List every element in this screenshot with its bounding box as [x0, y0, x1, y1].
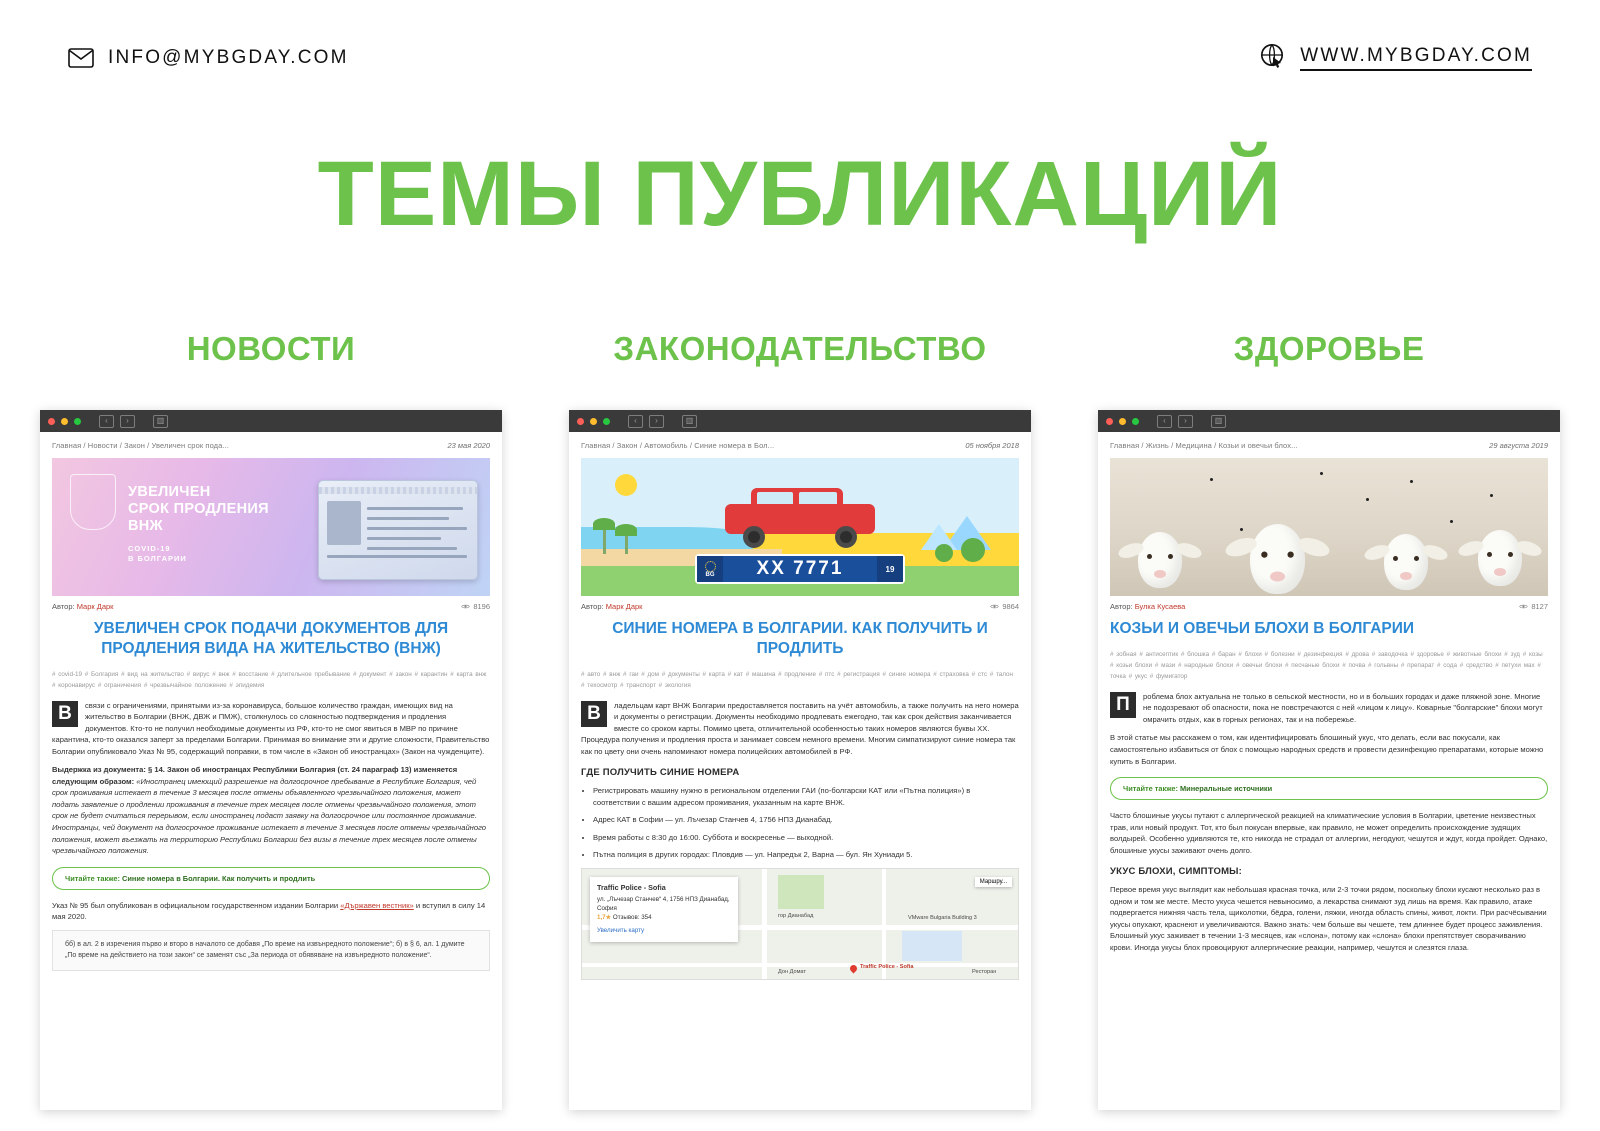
hero-subtitle: COVID-19 В БОЛГАРИИ [128, 544, 187, 563]
browser-titlebar [40, 410, 502, 432]
forward-icon[interactable]: › [649, 415, 664, 428]
map-label: гор Дианабад [778, 913, 814, 920]
author-name[interactable]: Марк Дарк [76, 602, 114, 611]
article-meta [581, 602, 1019, 611]
plate-number: XX 7771 [756, 558, 844, 579]
maximize-dot[interactable] [1132, 418, 1139, 425]
map-place-address: ул. „Лъчезар Станчев“ 4, 1756 НПЗ Дианабад, София [597, 895, 730, 912]
section-subheading: УКУС БЛОХИ, СИМПТОМЫ: [1110, 866, 1243, 878]
column-title-health: ЗДОРОВЬЕ [1233, 330, 1425, 367]
dropcap-letter: П [1110, 692, 1136, 718]
article-page-legislation [569, 432, 1031, 1110]
column-title-legislation: ЗАКОНОДАТЕЛЬСТВО [613, 330, 987, 367]
minimize-dot[interactable] [61, 418, 68, 425]
column-legislation [569, 330, 1031, 1131]
bullet-list [581, 785, 1019, 860]
coat-of-arms-icon [70, 474, 116, 530]
maximize-dot[interactable] [74, 418, 81, 425]
back-icon[interactable]: ‹ [628, 415, 643, 428]
tag-list[interactable]: # covid-19 # Болгария # вид на жительство # вирус # внж # восстание # длительное пребывание # документ # закон # карантин # карта внж # коронавирус # ограничения # чрезвычайное положение # эпидемия [52, 670, 487, 689]
breadcrumb-path[interactable]: Главная / Закон / Автомобиль / Синие номера в Бол... [581, 441, 775, 450]
author-line: Автор: Марк Дарк [52, 602, 114, 611]
tag-list[interactable]: # авто # внж # гаи # дом # документы # карта # кат # машина # продление # птс # регистрация # синие номера # страховка # стс # талон # техосмотр # транспорт # экология [581, 670, 1014, 689]
views-count: 9864 [1002, 602, 1019, 611]
paragraph-with-dropcap [52, 700, 490, 758]
close-dot[interactable] [577, 418, 584, 425]
close-dot[interactable] [48, 418, 55, 425]
minimize-dot[interactable] [1119, 418, 1126, 425]
article-meta [52, 602, 490, 611]
read-also-link[interactable]: Синие номера в Болгарии. Как получить и продлить [122, 873, 316, 883]
paragraph-1: роблема блох актуальна не только в сельской местности, но и в больших городах и даже пляжной зоне. Многие не подозревают об опасности, пока не повстречаются с ней «лицом к лицу». Коварные "болгарские" блохи могут омрачить отдых, как в горных регионах, так и на побережье. [1143, 691, 1543, 724]
list-item: • Адрес КАТ в Софии — ул. Лъчезар Станчев 4, 1756 НПЗ Дианабад. [593, 814, 1019, 825]
article-body [581, 700, 1019, 758]
back-icon[interactable]: ‹ [1157, 415, 1172, 428]
list-item: • Время работы с 8:30 до 16:00. Суббота и воскресенье — выходной. [593, 832, 1019, 843]
id-card-image [318, 480, 478, 580]
map-place-title: Traffic Police - Sofia [597, 883, 666, 893]
breadcrumb [1110, 441, 1548, 450]
maximize-dot[interactable] [603, 418, 610, 425]
map-label: Ресторан [972, 969, 997, 976]
minimize-dot[interactable] [590, 418, 597, 425]
breadcrumb-path[interactable]: Главная / Жизнь / Медицина / Козьи и овечьи блох... [1110, 441, 1298, 450]
top-bar [0, 40, 1600, 76]
plate-country: BG [697, 556, 723, 582]
views-counter [990, 602, 1019, 611]
column-health [1098, 330, 1560, 1131]
goat-right-inner [1384, 534, 1428, 590]
column-news [40, 330, 502, 1131]
columns-container [40, 330, 1560, 1131]
goat-right [1478, 530, 1522, 586]
article-headline[interactable]: УВЕЛИЧЕН СРОК ПОДАЧИ ДОКУМЕНТОВ ДЛЯ ПРОДЛЕНИЯ ВИДА НА ЖИТЕЛЬСТВО (ВНЖ) [93, 620, 449, 657]
author-line: Автор: Булка Кусаева [1110, 602, 1186, 611]
tag-list[interactable]: # зобная # антисептик # блошка # баран # блохи # болезни # дезинфекция # дрова # заводочка # здоровье # животные блохи # зуд # козы # козьи блохи # мази # народные блохи # овечьи блохи # песчаные блохи # почва # гольвны # препарат # сода # средство # петухи мах # точка # укус # фумигатор [1110, 650, 1543, 680]
goat-left [1138, 532, 1182, 588]
close-dot[interactable] [1106, 418, 1113, 425]
author-line: Автор: Марк Дарк [581, 602, 643, 611]
embedded-map[interactable] [581, 868, 1019, 980]
excerpt-label: Выдержка из документа: [52, 765, 146, 775]
eye-icon [1519, 603, 1528, 610]
sidebar-icon[interactable]: ▥ [682, 415, 697, 428]
paragraph-1: связи с ограничениями, принятыми из-за коронавируса, большое количество граждан, имеющих вид на жительство в Болгарии (ВНЖ, ДВЖ и ПМЖ), столкнулось со сложностью подтверждения и продления документов. Кто-то не получил необходимые документы из РФ, кто-то не смог явиться в МВР по причине карантина, кто-то оказался заперт за пределами Болгарии. Принимая во внимание эти и другие сложности, Правительство Болгарии опубликовало Указ № 95, содержащий поправки, в том числе в «Закон об иностранцах» (Закон на чужденците). [52, 700, 490, 756]
views-count: 8196 [473, 602, 490, 611]
list-item: • Регистрировать машину нужно в региональном отделении ГАИ (по-болгарски КАТ или «Пътна полиция») в соответствии с вашим адресом проживания, указанным на карте ВНЖ. [593, 785, 1019, 808]
goat-center [1250, 524, 1305, 594]
hero-photo-goats [1110, 458, 1548, 596]
read-also-label: Читайте также: [65, 873, 120, 883]
plate-year: 19 [877, 556, 903, 582]
browser-titlebar [1098, 410, 1560, 432]
publish-date: 05 ноября 2018 [965, 441, 1019, 450]
article-page-health [1098, 432, 1560, 1110]
eye-icon [461, 603, 470, 610]
excerpt-text: «Иностранец имеющий разрешение на долгосрочное пребывание в Республике Болгария, чей срок проживания истекает в течение 3 месяцев после отмены объявленного чрезвычайного положения, может подать заявление о продлении проживания в течение трех месяцев после отмены чрезвычайного положения, этот срок не будет считаться перерывом, если иностранец подаст заявку на долгосрочное или постоянное проживание. Иностранцы, чей документ на долгосрочное проживание истекает в течение 3 месяцев после отмены чрезвычайного положения, может въезжать на территорию Республики Болгарии без визы в течение трех месяцев после отмены чрезвычайного положения. [52, 776, 486, 856]
article-body-2 [52, 900, 490, 923]
browser-window-health [1098, 410, 1560, 1110]
read-also-box[interactable] [1110, 777, 1548, 800]
globe-cursor-icon [1260, 43, 1286, 74]
paragraph-2 [52, 900, 490, 923]
article-body [52, 700, 490, 857]
paragraph-2-pre: Указ № 95 был опубликован в официальном государственном издании Болгарии [52, 900, 341, 910]
paragraph-1: ладельцам карт ВНЖ Болгарии предоставляется поставить на учёт автомобиль, а также получить на него номера и документы о регистрации. Документы необходимо продлевать ежегодно, так как срок действия заканчивается вместе со сроком карты. Помимо цвета, отличительной особенностью таких номеров являются буквы XX. Процедура получения и продления проста и занимает совсем немного времени. Многим симпатизируют синие номера так как по цвету они очень напоминают номера полицейских автомобилей в РФ. [581, 700, 1019, 756]
paragraph-2-post: и вступил в силу 14 мая 2020. [52, 900, 486, 922]
map-reviews[interactable]: Отзывов: 354 [612, 913, 652, 921]
mail-icon [68, 48, 94, 68]
author-name[interactable]: Булка Кусаева [1134, 602, 1186, 611]
hero-banner-car [581, 458, 1019, 596]
paragraph-3: Часто блошиные укусы путают с аллергической реакцией на климатические условия в Болгарии, цветение неизвестных трав, или новый продукт. Тот, кто был покусан впервые, как правило, не может определить происхождение зудящих волдырей. Особенно удивляются те, кто никогда не страдал от аллергии, негодуют, чешутся и ждут, когда пройдет. Однако, блошиные укусы заживают очень долго. [1110, 811, 1548, 855]
back-icon[interactable]: ‹ [99, 415, 114, 428]
browser-titlebar [569, 410, 1031, 432]
license-plate [695, 554, 905, 584]
read-also-link[interactable]: Минеральные источники [1180, 784, 1273, 794]
article-meta [1110, 602, 1548, 611]
publish-date: 23 мая 2020 [447, 441, 490, 450]
paragraph-with-dropcap [1110, 691, 1548, 726]
page-title: ТЕМЫ ПУБЛИКАЦИЙ [317, 143, 1283, 245]
map-label: Дон Домат [778, 969, 806, 976]
views-count: 8127 [1531, 602, 1548, 611]
forward-icon[interactable]: › [1178, 415, 1193, 428]
dropcap-letter: В [52, 701, 78, 727]
dropcap-letter: В [581, 701, 607, 727]
browser-window-news [40, 410, 502, 1110]
article-body-2 [1110, 810, 1548, 856]
paragraph-4: Первое время укус выглядит как небольшая красная точка, или 2-3 точки рядом, поскольку блохи кусают несколько раз в одном и том же месте. Место укуса чешется невыносимо, а лекарства снимают зуд лишь на время. Как правило, атаке подвергается нижняя часть тела, щиколотки, бёдра, голени, ляжки, иногда область спины, живот, локти. При расчёсывании укусы опухают, краснеют и увеличиваются. Важно знать: чем больше вы чешете, тем длиннее будет процесс заживления. Блошиный укус заживает в течении 1-3 месяцев, как «слона», потому как «слона» блохи препятствует сворачиванию крови. Иногда укусы блох провоцируют аллергические реакции, например, чешутся и слезятся глаза. [1110, 885, 1547, 952]
section-subheading: ГДЕ ПОЛУЧИТЬ СИНИЕ НОМЕРА [581, 767, 740, 779]
article-page-news [40, 432, 502, 1110]
paragraph-with-dropcap [581, 700, 1019, 758]
breadcrumb-path[interactable]: Главная / Новости / Закон / Увеличен срок пода... [52, 441, 229, 450]
contact-email[interactable] [68, 47, 349, 69]
map-route-button[interactable]: Маршру... [975, 877, 1012, 887]
sun-icon [615, 474, 637, 496]
paragraph-2: В этой статье мы расскажем о том, как идентифицировать блошиный укус, что делать, если вас покусали, как самостоятельно избавиться от блох с помощью народных средств и провести дезинфекцию препаратами, которые можно купить в Болгарии. [1110, 733, 1544, 766]
sidebar-icon[interactable]: ▥ [153, 415, 168, 428]
article-headline[interactable]: КОЗЬИ И ОВЕЧЬИ БЛОХИ В БОЛГАРИИ [1110, 620, 1415, 637]
car-illustration [725, 488, 875, 542]
map-label: VMware Bulgaria Building 3 [908, 915, 977, 922]
excerpt-bold: § 14. Закон об иностранцах Республики Болгария (ст. 24 параграф 13) изменяется следующим образом: [52, 765, 458, 786]
map-info-card[interactable] [590, 877, 738, 941]
publish-date: 29 августа 2019 [1489, 441, 1548, 450]
sidebar-icon[interactable]: ▥ [1211, 415, 1226, 428]
eye-icon [990, 603, 999, 610]
breadcrumb [52, 441, 490, 450]
map-zoom-link[interactable]: Увеличить карту [597, 926, 645, 934]
read-also-label: Читайте также: [1123, 784, 1178, 794]
map-pin-label: Traffic Police - Sofia [860, 964, 914, 971]
law-quote-block: бб) в ал. 2 в изречения първо и второ в началото се добавя „По време на извънредното положение“; б) в § 6, ал. 1 думите „По време на действието на този закон“ се заменят със „За периода от обявяване на извънредното положение“. [52, 930, 490, 972]
browser-window-legislation [569, 410, 1031, 1110]
dv-link[interactable]: «Държавен вестник» [340, 900, 414, 910]
list-item: • Пътна полиция в других городах: Пловдив — ул. Напредък 2, Варна — бул. Ян Хуниади 5. [593, 849, 1019, 860]
column-title-news: НОВОСТИ [186, 330, 356, 367]
author-name[interactable]: Марк Дарк [605, 602, 643, 611]
website-text: WWW.MYBGDAY.COM [1300, 45, 1532, 71]
excerpt-paragraph [52, 764, 490, 856]
website-link[interactable] [1260, 43, 1532, 74]
map-rating: 1,7★ [597, 913, 612, 921]
forward-icon[interactable]: › [120, 415, 135, 428]
views-counter [461, 602, 490, 611]
article-headline[interactable]: СИНИЕ НОМЕРА В БОЛГАРИИ. КАК ПОЛУЧИТЬ И ПРОДЛИТЬ [612, 620, 988, 657]
read-also-box[interactable] [52, 867, 490, 890]
breadcrumb [581, 441, 1019, 450]
article-body-3 [1110, 884, 1548, 953]
hero-title: УВЕЛИЧЕН СРОК ПРОДЛЕНИЯ ВНЖ [128, 484, 269, 535]
email-text: INFO@MYBGDAY.COM [108, 47, 349, 68]
article-body [1110, 691, 1548, 767]
hero-banner-vnzh [52, 458, 490, 596]
views-counter [1519, 602, 1548, 611]
